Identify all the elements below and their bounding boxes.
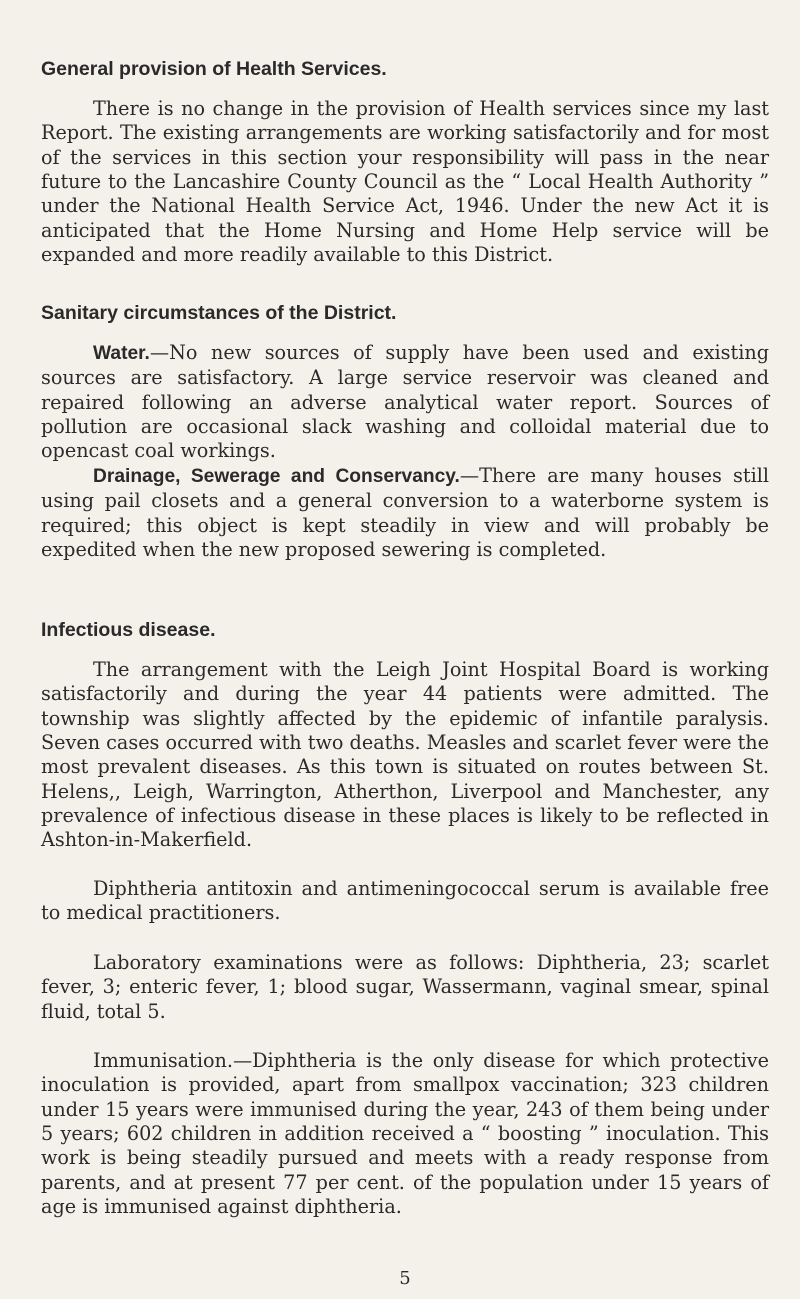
paragraph-hospital-board: The arrangement with the Leigh Joint Hospital Board is working satisfactorily and during the year 44 patients were admitted. The township was slightly affected by the epidemic of infantile paralysis. Seven cases occurred with two deaths. Measles and scarlet fever were the most prevalent diseases. As this town is situated on routes between St. Helens,, Leigh, Warrington, Atherthon, Liverpool and Manchester, any prevalence of infectious disease in these places is likely to be reflected in Ashton-in-Makerfield.	[41, 658, 769, 852]
paragraph-immunisation: Immunisation.—Diphtheria is the only disease for which protective inoculation is provided, apart from smallpox vaccination; 323 children under 15 years were immunised during the year, 243 of them being under 5 years; 602 children in addition received a “ boosting ” inoculation. This work is being steadily pursued and meets with a ready response from parents, and at present 77 per cent. of the population under 15 years of age is immunised against diphtheria.	[41, 1049, 769, 1219]
paragraph-water	[41, 341, 769, 464]
run-in-heading-water: Water.	[93, 343, 150, 364]
paragraph-general-provision: There is no change in the provision of Health services since my last Report. The existing arrangements are working satisfactorily and for most of the services in this section your responsibility will pass in the near future to the Lancashire County Council as the “ Local Health Authority ” under the National Health Service Act, 1946. Under the new Act it is anticipated that the Home Nursing and Home Help service will be expanded and more readily available to this District.	[41, 97, 769, 267]
paragraph-antitoxin: Diphtheria antitoxin and antimeningococcal serum is available free to medical practitioners.	[41, 877, 769, 925]
page-number: 5	[399, 1268, 411, 1289]
water-text: —No new sources of supply have been used and existing sources are satisfactory. A large service reservoir was cleaned and repaired following an adverse analytical water report. Sources of pollution are occasional slack washing and colloidal material due to opencast coal workings.	[41, 341, 769, 463]
paragraph-drainage	[41, 464, 769, 562]
section-heading-general-provision: General provision of Health Services.	[41, 58, 387, 80]
paragraph-laboratory: Laboratory examinations were as follows: Diphtheria, 23; scarlet fever, 3; enteric fever, 1; blood sugar, Wassermann, vaginal smear, spinal fluid, total 5.	[41, 951, 769, 1023]
drainage-text: —There are many houses still using pail closets and a general conversion to a waterborne system is required; this object is kept steadily in view and will probably be expedited when the new proposed sewering is completed.	[41, 464, 769, 562]
section-heading-infectious: Infectious disease.	[41, 619, 216, 641]
section-heading-sanitary: Sanitary circumstances of the District.	[41, 302, 397, 324]
run-in-heading-drainage: Drainage, Sewerage and Conservancy.	[93, 466, 460, 487]
